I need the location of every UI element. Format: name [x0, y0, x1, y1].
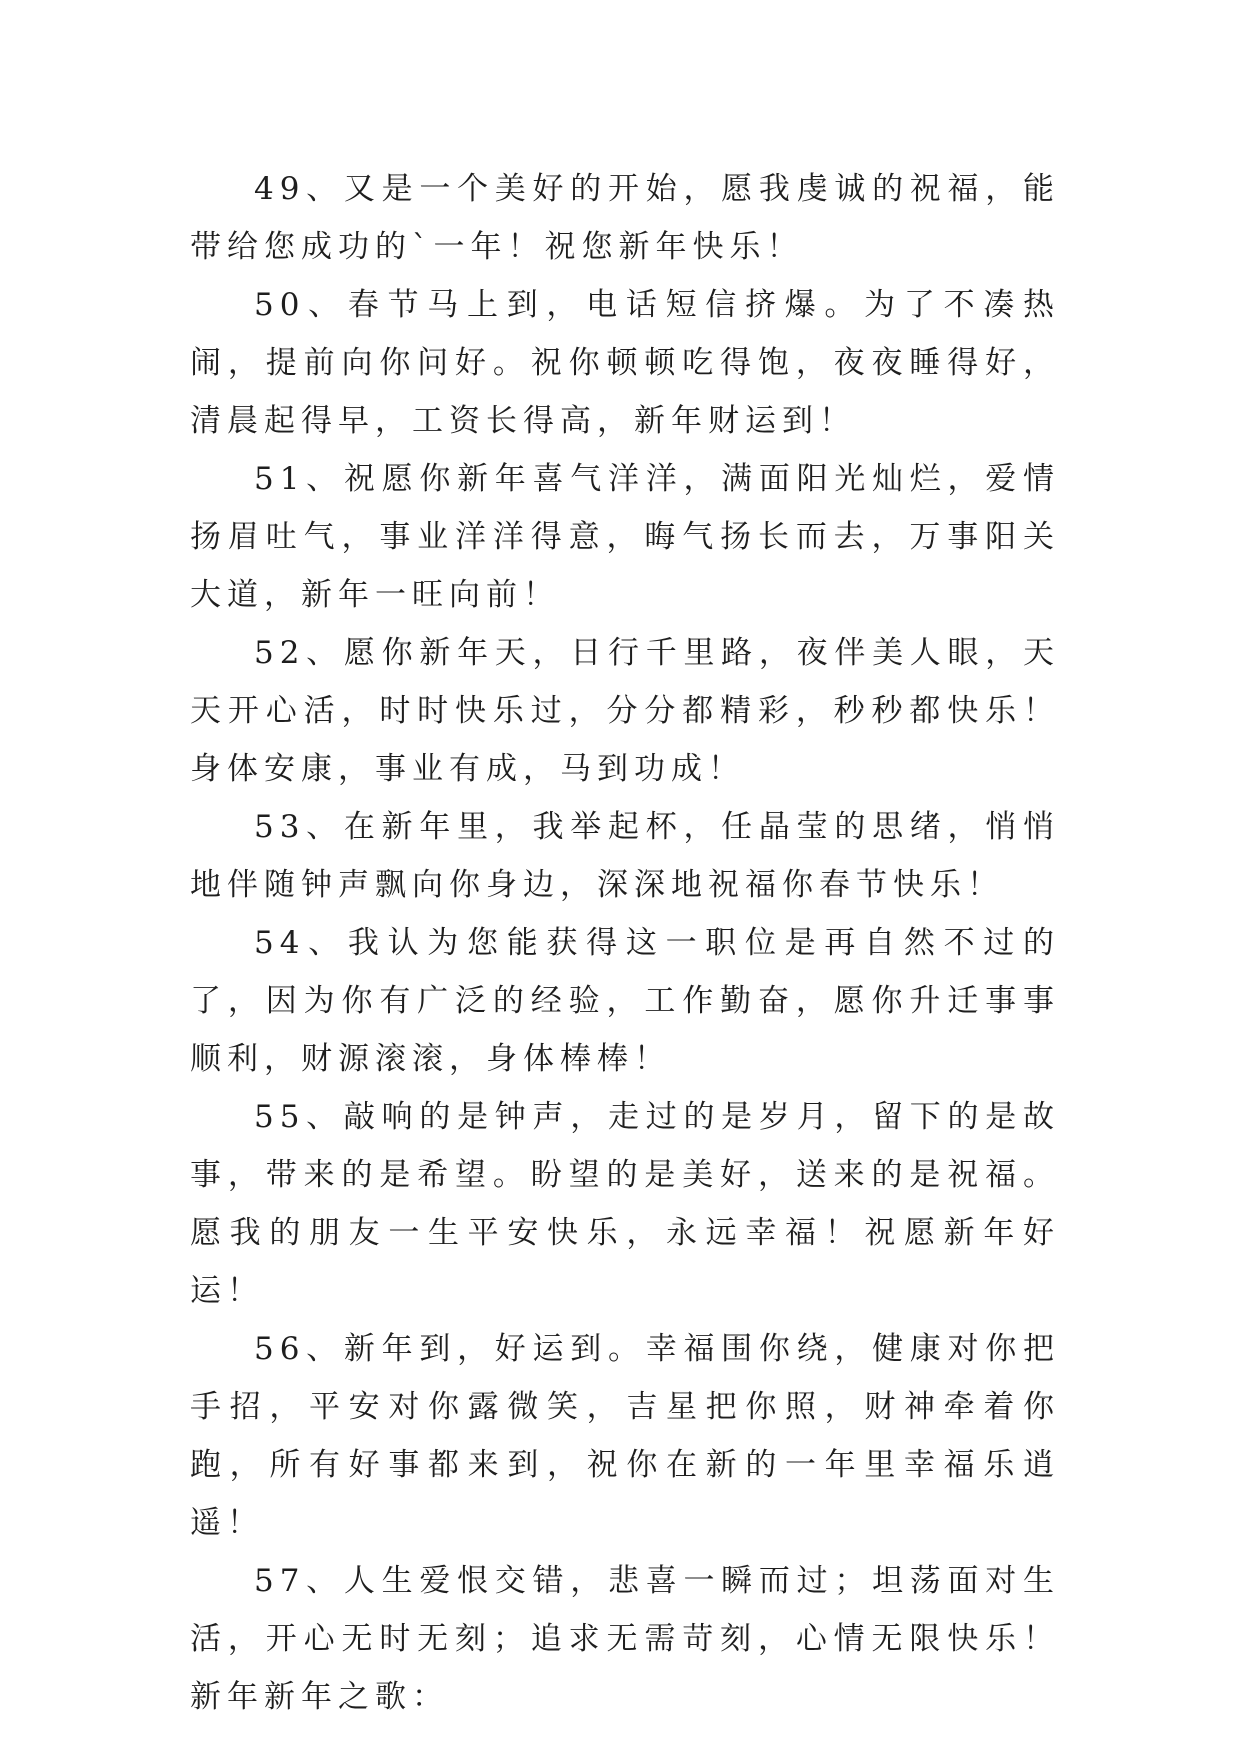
paragraph-54: 54、我认为您能获得这一职位是再自然不过的了，因为你有广泛的经验，工作勤奋，愿你升迁事事顺利，财源滚滚，身体棒棒！ — [190, 925, 1060, 1077]
paragraph-51: 51、祝愿你新年喜气洋洋，满面阳光灿烂，爱情扬眉吐气，事业洋洋得意，晦气扬长而去，万事阳关大道，新年一旺向前！ — [190, 461, 1060, 613]
paragraph-50: 50、春节马上到，电话短信挤爆。为了不凑热闹，提前向你问好。祝你顿顿吃得饱，夜夜睡得好，清晨起得早，工资长得高，新年财运到！ — [190, 287, 1060, 439]
paragraph-56: 56、新年到，好运到。幸福围你绕，健康对你把手招，平安对你露微笑，吉星把你照，财神牵着你跑，所有好事都来到，祝你在新的一年里幸福乐逍遥！ — [190, 1331, 1060, 1541]
paragraph-49: 49、又是一个美好的开始，愿我虔诚的祝福，能带给您成功的`一年！祝您新年快乐！ — [190, 171, 1060, 265]
paragraph-53: 53、在新年里，我举起杯，任晶莹的思绪，悄悄地伴随钟声飘向你身边，深深地祝福你春节快乐！ — [190, 809, 1060, 903]
document-body — [190, 160, 1060, 1726]
paragraph-52: 52、愿你新年天，日行千里路，夜伴美人眼，天天开心活，时时快乐过，分分都精彩，秒秒都快乐！身体安康，事业有成，马到功成！ — [190, 635, 1060, 787]
paragraph-55: 55、敲响的是钟声，走过的是岁月，留下的是故事，带来的是希望。盼望的是美好，送来的是祝福。愿我的朋友一生平安快乐，永远幸福！祝愿新年好运！ — [190, 1099, 1060, 1309]
paragraph-57: 57、人生爱恨交错，悲喜一瞬而过；坦荡面对生活，开心无时无刻；追求无需苛刻，心情无限快乐！新年新年之歌： — [190, 1563, 1060, 1715]
